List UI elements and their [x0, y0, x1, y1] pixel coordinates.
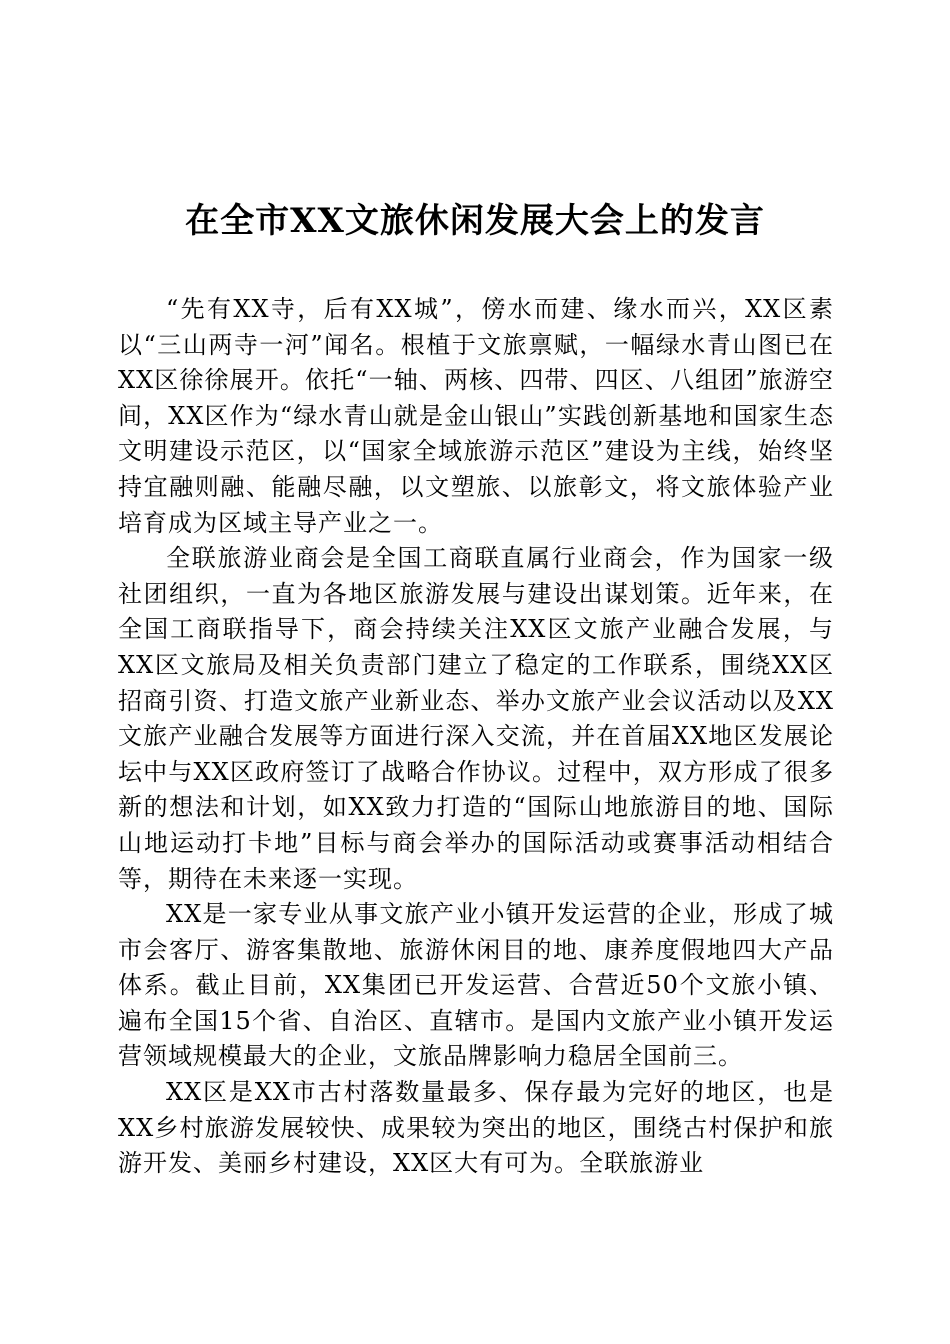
paragraph: “先有XX寺，后有XX城”，傍水而建、缘水而兴，XX区素以“三山两寺一河”闻名。根植于文旅禀赋，一幅绿水青山图已在XX区徐徐展开。依托“一轴、两核、四带、四区、八组团”旅游空间，XX区作为“绿水青山就是金山银山”实践创新基地和国家生态文明建设示范区，以“国家全域旅游示范区”建设为主线，始终坚持宜融则融、能融尽融，以文塑旅、以旅彰文，将文旅体验产业培育成为区域主导产业之一。 [118, 295, 834, 537]
paragraph: XX区是XX市古村落数量最多、保存最为完好的地区，也是XX乡村旅游发展较快、成果较为突出的地区，围绕古村保护和旅游开发、美丽乡村建设，XX区大有可为。全联旅游业 [118, 1078, 834, 1178]
paragraph: XX是一家专业从事文旅产业小镇开发运营的企业，形成了城市会客厅、游客集散地、旅游休闲目的地、康养度假地四大产品体系。截止目前，XX集团已开发运营、合营近50个文旅小镇、遍布全国15个省、自治区、直辖市。是国内文旅产业小镇开发运营领域规模最大的企业，文旅品牌影响力稳居全国前三。 [118, 900, 834, 1071]
document-title: 在全市XX文旅休闲发展大会上的发言 [185, 201, 765, 241]
document-body [118, 292, 834, 1182]
paragraph: 全联旅游业商会是全国工商联直属行业商会，作为国家一级社团组织，一直为各地区旅游发展与建设出谋划策。近年来，在全国工商联指导下，商会持续关注XX区文旅产业融合发展，与XX区文旅局及相关负责部门建立了稳定的工作联系，围绕XX区招商引资、打造文旅产业新业态、举办文旅产业会议活动以及XX文旅产业融合发展等方面进行深入交流，并在首届XX地区发展论坛中与XX区政府签订了战略合作协议。过程中，双方形成了很多新的想法和计划，如XX致力打造的“国际山地旅游目的地、国际山地运动打卡地”目标与商会举办的国际活动或赛事活动相结合等，期待在未来逐一实现。 [118, 544, 834, 893]
